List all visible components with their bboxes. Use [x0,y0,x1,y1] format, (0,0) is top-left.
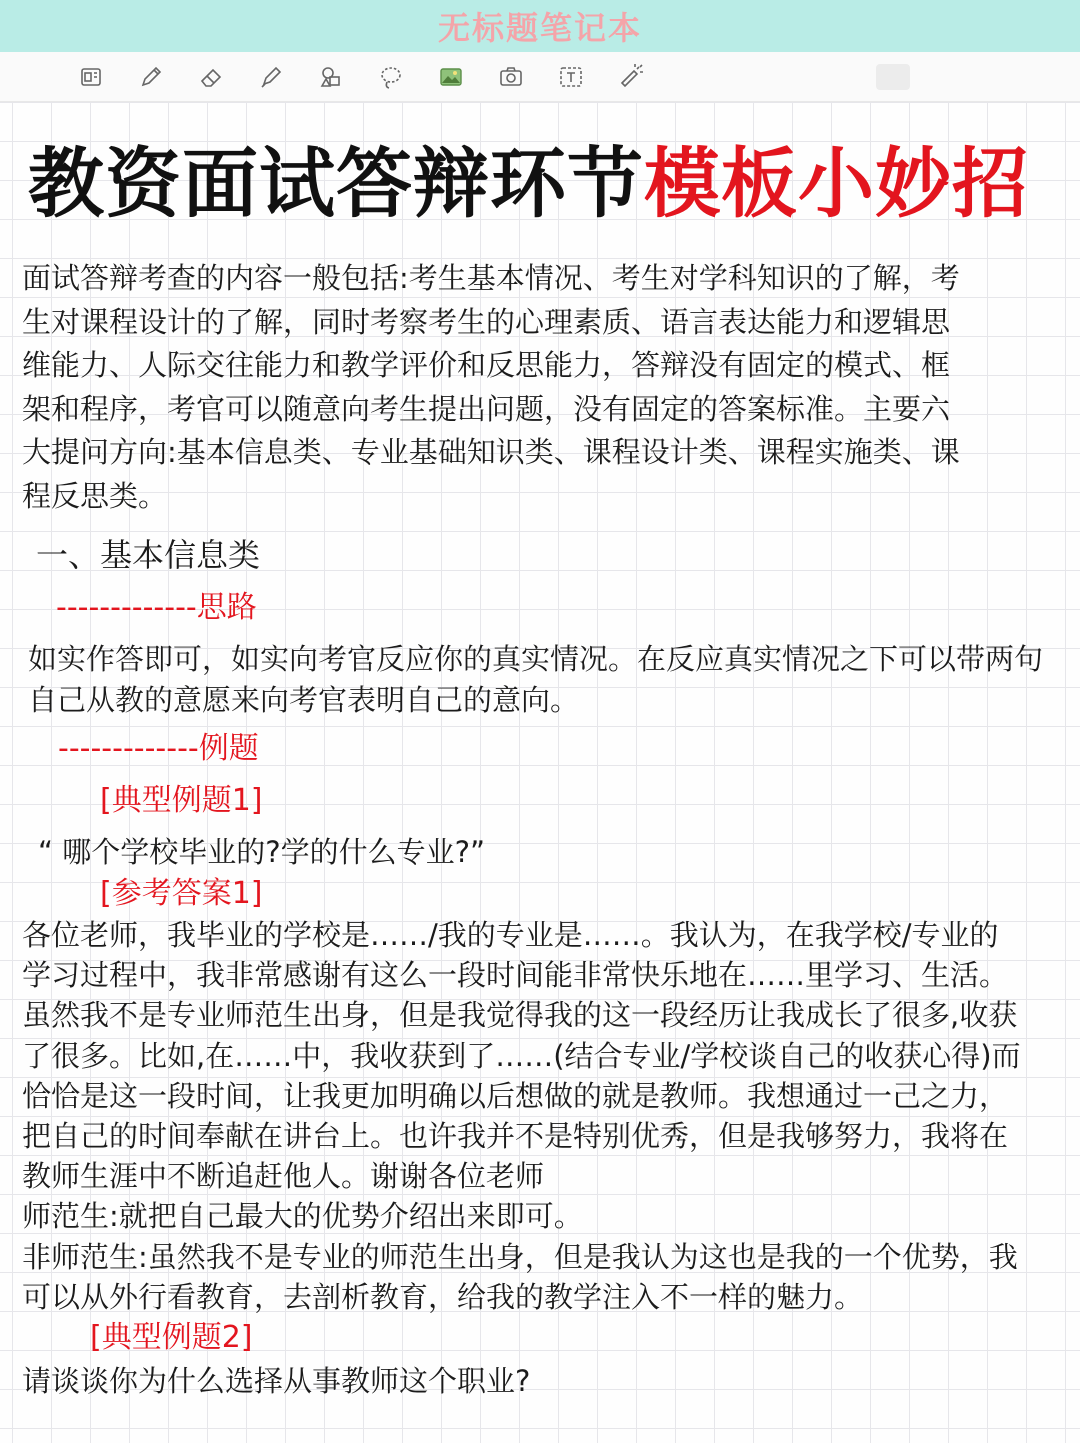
intro-paragraph [22,257,960,518]
text-line: 自己从教的意愿来向考官表明自己的意向。 [28,683,580,717]
text-line: 各位老师，我毕业的学校是……/我的专业是……。我认为，在我学校/专业的 [22,918,999,952]
page-title [28,139,1029,228]
pen-tool[interactable] [134,60,168,94]
toolbar [0,52,1080,102]
text-line: 学习过程中，我非常感谢有这么一段时间能非常快乐地在……里学习、生活。 [22,958,1009,993]
notebook-title[interactable]: 无标题笔记本 [437,9,642,47]
text-line: 程反思类。 [22,478,168,513]
toolbar-placeholder [876,64,910,90]
eraser-icon [196,62,226,92]
pen-icon [136,62,166,92]
idea-label: -------------思路 [56,590,257,625]
text-line: 面试答辩考查的内容一般包括:考生基本情况、考生对学科知识的了解，考 [22,261,960,295]
image-icon [436,62,466,92]
text-box-icon [556,62,586,92]
laser-pointer-icon [616,62,646,92]
text-line: 大提问方向:基本信息类、专业基础知识类、课程设计类、课程实施类、课 [22,435,960,469]
highlighter-icon [256,62,286,92]
laser-pointer-tool[interactable] [614,60,648,94]
page-layout-icon [76,62,106,92]
idea-paragraph [28,639,1043,721]
text-line: 恰恰是这一段时间，让我更加明确以后想做的就是教师。我想通过一己之力， [22,1078,1009,1113]
camera-icon [496,62,526,92]
text-box-tool[interactable] [554,60,588,94]
shapes-icon [316,62,346,92]
eraser-tool[interactable] [194,60,228,94]
text-line: 生对课程设计的了解，同时考察考生的心理素质、语言表达能力和逻辑思 [22,304,951,339]
answer1-paragraph [22,915,1021,1317]
example1-tag: [典型例题1] [100,783,263,818]
lasso-icon [376,62,406,92]
section-heading: 一、基本信息类 [36,536,261,574]
text-line: 虽然我不是专业师范生出身，但是我觉得我的这一段经历让我成长了很多,收获 [22,998,1018,1033]
text-line: 如实作答即可，如实向考官反应你的真实情况。在反应真实情况之下可以带两句 [28,642,1044,676]
text-line: 可以从外行看教育，去剖析教育，给我的教学注入不一样的魅力。 [22,1279,864,1314]
text-line: 维能力、人际交往能力和教学评价和反思能力，答辩没有固定的模式、框 [22,348,951,382]
text-line: 架和程序，考官可以随意向考生提出问题，没有固定的答案标准。主要六 [22,391,951,426]
title-black-part: 教资面试答辩环节 [28,139,644,228]
text-line: 教师生涯中不断追赶他人。谢谢各位老师 [22,1159,545,1194]
text-line: 了很多。比如,在……中，我收获到了……(结合专业/学校谈自己的收获心得)而 [22,1038,1021,1073]
text-line: 把自己的时间奉献在讲台上。也许我并不是特别优秀，但是我够努力，我将在 [22,1119,1009,1154]
page-layout-tool[interactable] [74,60,108,94]
title-red-part: 模板小妙招 [644,139,1029,228]
example2-tag: [典型例题2] [90,1320,253,1355]
example1-question: “ 哪个学校毕业的?学的什么专业?” [38,835,486,869]
image-tool[interactable] [434,60,468,94]
example-label: -------------例题 [58,731,259,766]
answer1-tag: [参考答案1] [100,876,263,911]
text-line: 师范生:就把自己最大的优势介绍出来即可。 [22,1199,583,1234]
shapes-tool[interactable] [314,60,348,94]
lasso-tool[interactable] [374,60,408,94]
camera-tool[interactable] [494,60,528,94]
example2-question: 请谈谈你为什么选择从事教师这个职业? [22,1364,531,1398]
title-bar [0,0,1080,52]
highlighter-tool[interactable] [254,60,288,94]
text-line: 非师范生:虽然我不是专业的师范生出身，但是我认为这也是我的一个优势，我 [22,1239,1018,1274]
